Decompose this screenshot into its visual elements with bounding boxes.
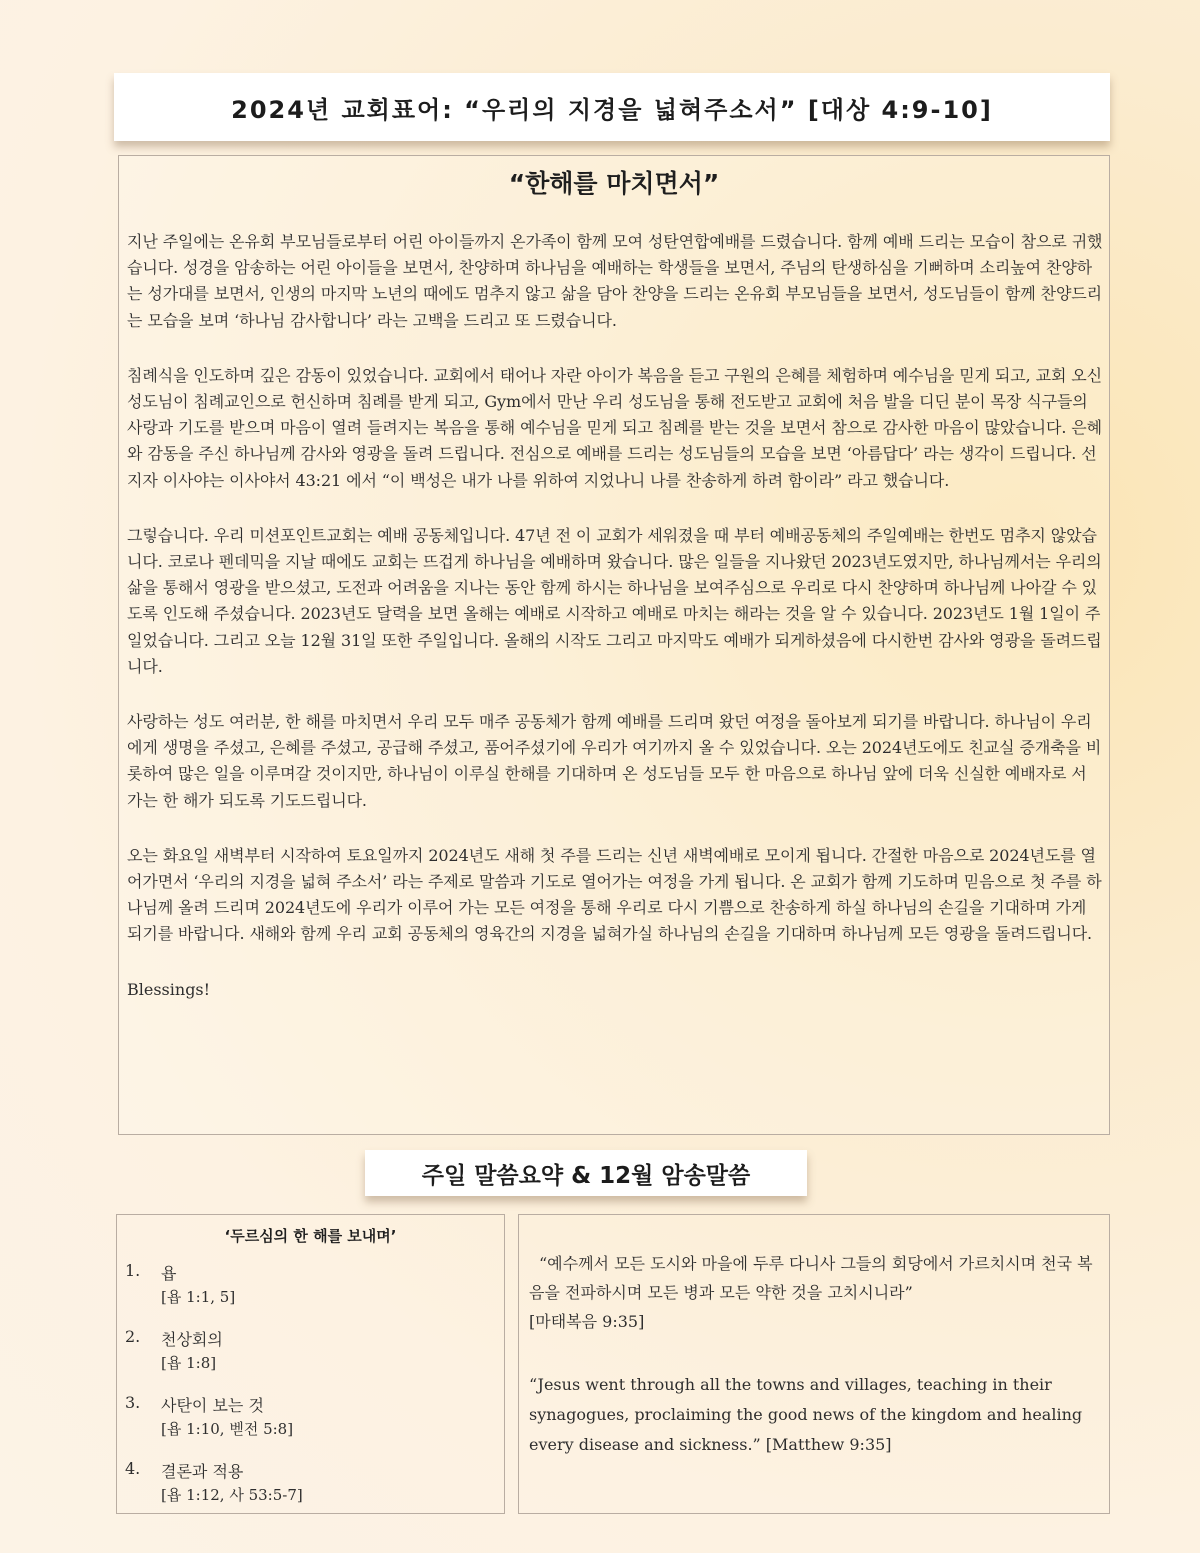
- pastor-letter: [118, 155, 1110, 1135]
- section-title: 주일 말씀요약 & 12월 암송말씀: [421, 1162, 751, 1189]
- letter-paragraph: 지난 주일에는 온유회 부모님들로부터 어린 아이들까지 온가족이 함께 모여 성탄연합예배를 드렸습니다. 함께 예배 드리는 모습이 참으로 귀했습니다. 성경을 암송하는 어린 아이들을 보면서, 찬양하며 하나님을 예배하는 학생들을 보면서, 주님의 탄생하심을 기뻐하며 소리높여 찬양하는 성가대를 보면서, 인생의 마지막 노년의 때에도 멈추지 않고 삶을 담아 찬양을 드리는 온유회 부모님들을 보면서, 성도님들이 함께 찬양드리는 모습을 보며 ‘하나님 감사합니다’ 라는 고백을 드리고 또 드렸습니다.: [127, 232, 1103, 330]
- point-reference: [욥 1:1, 5]: [161, 1288, 236, 1306]
- point-reference: [욥 1:8]: [161, 1354, 217, 1372]
- point-number: 4.: [125, 1459, 141, 1478]
- list-item: [125, 1393, 495, 1459]
- letter-paragraph: 침례식을 인도하며 깊은 감동이 있었습니다. 교회에서 태어나 자란 아이가 복음을 듣고 구원의 은혜를 체험하며 예수님을 믿게 되고, 교회 오신 성도님이 침례교인으로 헌신하며 침례를 받게 되고, Gym에서 만난 우리 성도님을 통해 전도받고 교회에 처음 발을 디딘 분이 목장 식구들의 사랑과 기도를 받으며 마음이 열려 들려지는 복음을 통해 예수님을 믿게 되고 침례를 받는 것을 보면서 참으로 감사한 마음이 많았습니다. 은혜와 감동을 주신 하나님께 감사와 영광을 돌려 드립니다. 전심으로 예배를 드리는 성도님들의 모습을 보면 ‘아름답다’ 라는 생각이 드립니다. 선지자 이사야는 이사야서 43:21 에서 “이 백성은 내가 나를 위하여 지었나니 나를 찬송하게 하려 함이라” 라고 했습니다.: [127, 365, 1103, 490]
- memory-verse: [518, 1214, 1110, 1514]
- point-title: 결론과 적용: [161, 1462, 244, 1481]
- sermon-points: [125, 1261, 495, 1525]
- section-banner: [365, 1150, 807, 1196]
- point-number: 3.: [125, 1393, 141, 1412]
- motto-banner: [114, 73, 1110, 141]
- memory-verse-english: “Jesus went through all the towns and villages, teaching in their synagogues, proclaiming the good news of the kingdom and healing every disease and sickness.” [Matthew 9:35]: [529, 1375, 1083, 1454]
- sermon-title: ‘두르심의 한 해를 보내며’: [224, 1227, 397, 1245]
- point-number: 1.: [125, 1261, 141, 1280]
- point-reference: [욥 1:12, 사 53:5-7]: [161, 1486, 303, 1504]
- list-item: [125, 1261, 495, 1327]
- list-item: [125, 1327, 495, 1393]
- list-item: [125, 1459, 495, 1525]
- letter-closing: Blessings!: [127, 979, 211, 999]
- letter-title: “한해를 마치면서”: [508, 169, 720, 198]
- letter-body: [127, 229, 1103, 1003]
- church-motto: 2024년 교회표어: “우리의 지경을 넓혀주소서” [대상 4:9-10]: [231, 95, 993, 124]
- point-title: 사탄이 보는 것: [161, 1396, 264, 1415]
- letter-paragraph: 사랑하는 성도 여러분, 한 해를 마치면서 우리 모두 매주 공동체가 함께 예배를 드리며 왔던 여정을 돌아보게 되기를 바랍니다. 하나님이 우리에게 생명을 주셨고, 은혜를 주셨고, 공급해 주셨고, 품어주셨기에 우리가 여기까지 올 수 있었습니다. 오는 2024년도에도 친교실 증개축을 비롯하여 많은 일을 이루며갈 것이지만, 하나님이 이루실 한해를 기대하며 온 성도님들 모두 한 마음으로 하나님 앞에 더욱 신실한 예배자로 서 가는 한 해가 되도록 기도드립니다.: [127, 712, 1102, 810]
- verse-korean-reference: [마태복음 9:35]: [529, 1312, 645, 1331]
- point-reference: [욥 1:10, 벧전 5:8]: [161, 1420, 294, 1438]
- memory-verse-korean: [529, 1249, 1099, 1336]
- letter-paragraph: 오는 화요일 새벽부터 시작하여 토요일까지 2024년도 새해 첫 주를 드리는 신년 새벽예배로 모이게 됩니다. 간절한 마음으로 2024년도를 열어가면서 ‘우리의 지경을 넓혀 주소서’ 라는 주제로 말씀과 기도로 열어가는 여정을 가게 됩니다. 온 교회가 함께 기도하며 믿음으로 첫 주를 하나님께 올려 드리며 2024년도에 우리가 이루어 가는 모든 여정을 통해 우리로 다시 기쁨으로 찬송하게 하실 하나님의 손길을 기대하며 가게 되기를 바랍니다. 새해와 함께 우리 교회 공동체의 영육간의 지경을 넓혀가실 하나님의 손길을 기대하며 하나님께 모든 영광을 돌려드립니다.: [127, 845, 1102, 944]
- point-number: 2.: [125, 1327, 141, 1346]
- verse-korean-text: “예수께서 모든 도시와 마을에 두루 다니사 그들의 회당에서 가르치시며 천국 복음을 전파하시며 모든 병과 모든 약한 것을 고치시니라”: [529, 1254, 1093, 1302]
- point-title: 천상회의: [161, 1330, 223, 1349]
- sermon-outline: [116, 1214, 505, 1514]
- point-title: 욥: [161, 1264, 177, 1283]
- letter-paragraph: 그렇습니다. 우리 미션포인트교회는 예배 공동체입니다. 47년 전 이 교회가 세워졌을 때 부터 예배공동체의 주일예배는 한번도 멈추지 않았습니다. 코로나 펜데믹을 지날 때에도 교회는 뜨겁게 하나님을 예배하며 왔습니다. 많은 일들을 지나왔던 2023년도였지만, 하나님께서는 우리의 삶을 통해서 영광을 받으셨고, 도전과 어려움을 지나는 동안 함께 하시는 하나님을 보여주심으로 우리로 다시 찬양하며 하나님께 나아갈 수 있도록 인도해 주셨습니다. 2023년도 달력을 보면 올해는 예배로 시작하고 예배로 마치는 해라는 것을 알 수 있습니다. 2023년도 1월 1일이 주일었습니다. 그리고 오늘 12월 31일 또한 주일입니다. 올해의 시작도 그리고 마지막도 예배가 되게하셨음에 다시한번 감사와 영광을 돌려드립니다.: [127, 525, 1102, 676]
